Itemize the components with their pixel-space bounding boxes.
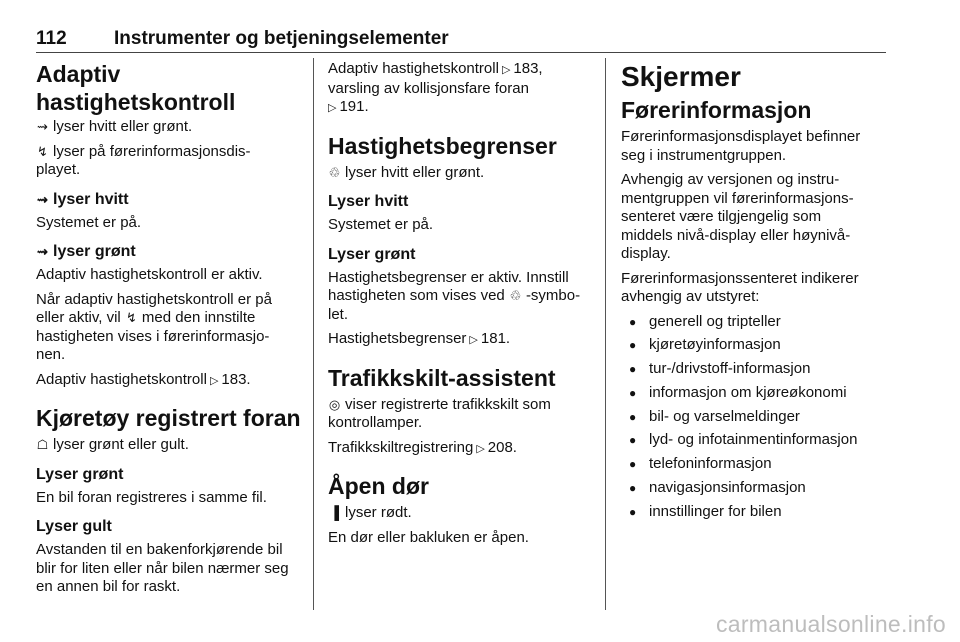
section-heading-open-door: Åpen dør [328,473,429,499]
vehicle-ahead-icon: ☖ [36,437,49,452]
section-heading-traffic-sign: Trafikkskilt-assistent [328,364,556,391]
page-arrow-icon: ▷ [476,442,485,455]
cross-reference: Adaptiv hastighetskontroll ▷ 183, varsling av kollisjonsfare foran ▷ 191. [328,60,598,118]
column-divider-1 [313,58,314,610]
header-rule [36,52,886,53]
text-block: Avhengig av versjonen og instru- mentgruppen vil førerinformasjons- senteret være tilgjengelig som middels nivå-display eller høynivå- display. [621,171,854,262]
text-block: Når adaptiv hastighetskontroll er på eller aktiv, vil ↯ med den innstilte hastigheten vises i førerinformasjo- nen. [36,290,272,363]
text-block: En bil foran registreres i samme fil. [36,488,267,506]
traffic-sign-icon: ◎ [328,396,341,412]
subheading: Lyser grønt [36,465,124,483]
cross-reference: Trafikkskiltregistrering ▷ 208. [328,439,598,459]
list-item: ● navigasjonsinformasjon [621,479,887,498]
section-heading-adaptive-cruise: Adaptiv hastighetskontroll [36,61,236,115]
text-block: ◎ viser registrerte trafikkskilt som kontrollamper. [328,395,551,431]
list-item: ● bil- og varselmeldinger [621,408,887,427]
list-item: ● telefoninformasjon [621,455,887,474]
section-heading-displays: Skjermer [621,61,741,92]
text-block: ♲ lyser hvitt eller grønt. [328,163,485,181]
speed-limiter-icon: ♲ [509,288,522,303]
text-block: En dør eller bakluken er åpen. [328,528,529,546]
vehicle-ahead-icon: ↯ [125,310,137,325]
subheading: ⇝ lyser hvitt [37,190,129,208]
chapter-title: Instrumenter og betjeningselementer [114,28,449,49]
list-item: ● tur-/drivstoff-informasjon [621,360,887,379]
subheading: Lyser hvitt [328,193,409,210]
list-item: ● informasjon om kjøreøkonomi [621,384,887,403]
subheading: Lyser gult [36,518,112,535]
cross-reference: Hastighetsbegrenser ▷ 181. [328,330,598,350]
page-header [36,28,886,52]
column-2 [328,60,598,553]
page-number: 112 [36,28,67,49]
cross-reference: Adaptiv hastighetskontroll ▷ 183. [36,371,304,391]
list-item: ● generell og tripteller [621,313,887,332]
vehicle-ahead-icon: ↯ [37,143,48,159]
page-arrow-icon: ▷ [209,374,219,387]
subheading: ⇝ lyser grønt [37,243,136,260]
text-block: Hastighetsbegrenser er aktiv. Innstill hastigheten som vises ved ♲ -symbo- let. [328,268,581,323]
page-arrow-icon: ▷ [501,64,511,76]
cruise-control-icon: ⇝ [37,119,48,134]
section-heading-speed-limiter: Hastighetsbegrenser [328,132,557,159]
cruise-control-icon: ⇝ [37,191,48,207]
list-item: ● kjøretøyinformasjon [621,336,887,355]
text-block: ↯ lyser på førerinformasjonsdis- playet. [36,142,251,178]
text-block: Førerinformasjonssenteret indikerer avhengig av utstyret: [621,269,859,305]
text-block: ☖ lyser grønt eller gult. [36,436,189,453]
open-door-icon: ▐ [329,505,340,520]
list-item: ● lyd- og infotainmentinformasjon [621,431,887,450]
column-divider-2 [605,58,606,610]
text-block: Førerinformasjonsdisplayet befinner seg i instrumentgruppen. [621,128,861,164]
column-1 [36,60,304,603]
speed-limiter-icon: ♲ [328,164,341,180]
section-heading-vehicle-ahead: Kjøretøy registrert foran [36,405,301,431]
subheading: Lyser grønt [328,245,416,263]
page-arrow-icon: ▷ [328,102,337,114]
cruise-control-icon: ⇝ [37,244,48,259]
page-arrow-icon: ▷ [469,334,478,346]
text-block: ⇝ lyser hvitt eller grønt. [37,118,193,135]
text-block: Adaptiv hastighetskontroll er aktiv. [36,266,263,283]
column-3 [621,60,887,527]
text-block: Avstanden til en bakenforkjørende bil blir for liten eller når bilen nærmer seg en annen bil for raskt. [36,541,289,595]
bullet-list [621,313,887,522]
watermark: carmanualsonline.info [715,611,946,637]
list-item: ● innstillinger for bilen [621,503,887,522]
text-block: Systemet er på. [328,216,434,233]
section-heading-driver-info: Førerinformasjon [621,97,812,123]
text-block: ▐ lyser rødt. [329,504,412,521]
text-block: Systemet er på. [36,213,142,231]
